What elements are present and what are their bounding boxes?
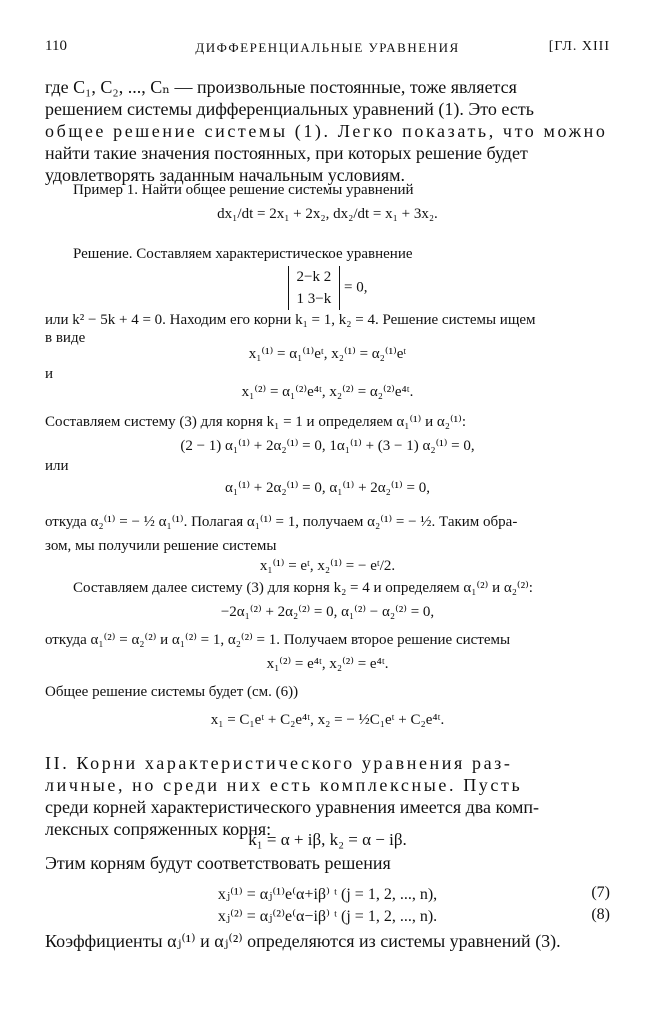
roots-line-1: или k² − 5k + 4 = 0. Находим его корни k₁ = 1, k₂ = 4. Решение системы ищем [45, 312, 536, 328]
system1-intro: Составляем систему (3) для корня k₁ = 1 и определяем α₁⁽¹⁾ и α₂⁽¹⁾: [45, 414, 466, 430]
section2-line-4: лексных сопряженных корня: [45, 819, 272, 839]
system2-intro: Составляем далее систему (3) для корня k₂ = 4 и определяем α₁⁽²⁾ и α₂⁽²⁾: [73, 580, 533, 596]
intro-line-3: общее решение системы (1). Легко показать, что можно [45, 121, 608, 141]
first-solution: x₁⁽¹⁾ = eᵗ, x₂⁽¹⁾ = − eᵗ/2. [259, 558, 396, 574]
equation-8-body: xⱼ⁽²⁾ = αⱼ⁽²⁾e⁽α−iβ⁾ ᵗ (j = 1, 2, ..., n). [217, 908, 438, 925]
running-title: ДИФФЕРЕНЦИАЛЬНЫЕ УРАВНЕНИЯ [195, 40, 460, 55]
determinant-row-1: 2−k 2 [296, 269, 332, 285]
system1: (2 − 1) α₁⁽¹⁾ + 2α₂⁽¹⁾ = 0, 1α₁⁽¹⁾ + (3 − 1) α₂⁽¹⁾ = 0, [180, 438, 475, 454]
system1-simplified: α₁⁽¹⁾ + 2α₂⁽¹⁾ = 0, α₁⁽¹⁾ + 2α₂⁽¹⁾ = 0, [225, 480, 430, 496]
chapter-label: [ГЛ. XIII [548, 39, 610, 54]
intro-line-4: найти такие значения постоянных, при которых решение будет [45, 143, 528, 163]
solution-heading: Решение. Составляем характеристическое уравнение [73, 246, 413, 262]
or-word: или [45, 458, 69, 474]
roots-line-2: в виде [45, 330, 86, 346]
equation-7-body: xⱼ⁽¹⁾ = αⱼ⁽¹⁾e⁽α+iβ⁾ ᵗ (j = 1, 2, ..., n), [217, 886, 438, 903]
trial-solution-2: x₁⁽²⁾ = α₁⁽²⁾e⁴ᵗ, x₂⁽²⁾ = α₂⁽²⁾e⁴ᵗ. [241, 384, 414, 400]
page-number: 110 [45, 38, 67, 54]
system2: −2α₁⁽²⁾ + 2α₂⁽²⁾ = 0, α₁⁽²⁾ − α₂⁽²⁾ = 0, [220, 604, 435, 620]
equation-7-number: (7) [591, 884, 610, 901]
equation-8-number: (8) [591, 906, 610, 923]
and-word: и [45, 366, 54, 382]
complex-roots: k₁ = α + iβ, k₂ = α − iβ. [248, 830, 407, 849]
determinant-equals: = 0, [344, 279, 368, 296]
equation-8 [45, 906, 610, 926]
general-solution: x₁ = C₁eᵗ + C₂e⁴ᵗ, x₂ = − ½C₁eᵗ + C₂e⁴ᵗ. [210, 712, 445, 728]
intro-line-2: решением системы дифференциальных уравнений (1). Это есть [45, 99, 534, 119]
whence-line-2: зом, мы получили решение системы [45, 538, 277, 554]
determinant-row-2: 1 3−k [296, 291, 332, 307]
intro-line-5: удовлетворять заданным начальным условиям. [45, 165, 406, 185]
section2-line-2: личные, но среди них есть комплексные. Пусть [45, 775, 523, 795]
general-intro: Общее решение системы будет (см. (6)) [45, 684, 299, 700]
section2-line-3: среди корней характеристического уравнения имеется два комп- [45, 797, 540, 817]
second-solution: x₁⁽²⁾ = e⁴ᵗ, x₂⁽²⁾ = e⁴ᵗ. [266, 656, 389, 672]
intro-line-1: где C₁, C₂, ..., Cₙ — произвольные постоянные, тоже является [45, 77, 517, 97]
coefficients-line: Коэффициенты αⱼ⁽¹⁾ и αⱼ⁽²⁾ определяются из системы уравнений (3). [45, 931, 561, 951]
example-heading: Пример 1. Найти общее решение системы уравнений [73, 182, 414, 198]
characteristic-determinant [45, 266, 610, 310]
whence-line-1: откуда α₂⁽¹⁾ = − ½ α₁⁽¹⁾. Полагая α₁⁽¹⁾ = 1, получаем α₂⁽¹⁾ = − ½. Таким обра- [45, 514, 518, 530]
trial-solution-1: x₁⁽¹⁾ = α₁⁽¹⁾eᵗ, x₂⁽¹⁾ = α₂⁽¹⁾eᵗ [248, 346, 407, 362]
determinant-matrix [288, 266, 341, 310]
section2-line-1: II. Корни характеристического уравнения раз- [45, 753, 513, 773]
equation-7 [45, 884, 610, 904]
whence-line-3: откуда α₁⁽²⁾ = α₂⁽²⁾ и α₁⁽²⁾ = 1, α₂⁽²⁾ = 1. Получаем второе решение системы [45, 632, 511, 648]
example-system: dx₁/dt = 2x₁ + 2x₂, dx₂/dt = x₁ + 3x₂. [217, 206, 438, 222]
corresponding-solutions: Этим корням будут соответствовать решения [45, 853, 391, 873]
